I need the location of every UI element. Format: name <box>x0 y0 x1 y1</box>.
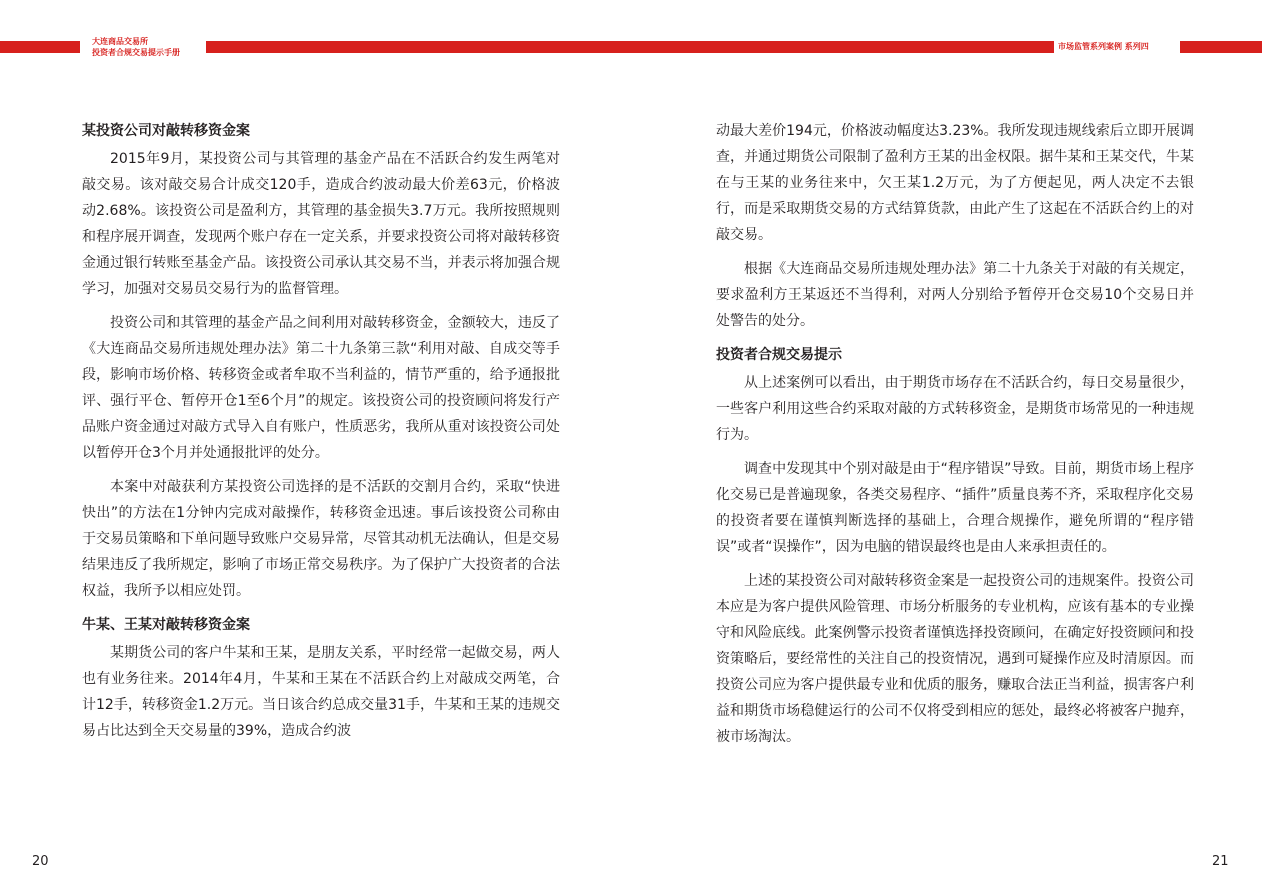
paragraph: 2015年9月，某投资公司与其管理的基金产品在不活跃合约发生两笔对敲交易。该对敲交易合计成交120手，造成合约波动最大价差63元，价格波动2.68%。该投资公司是盈利方，其管理的基金损失3.7万元。我所按照规则和程序展开调查，发现两个账户存在一定关系，并要求投资公司将对敲转移资金通过银行转账至基金产品。该投资公司承认其交易不当，并表示将加强合规学习，加强对交易员交易行为的监督管理。 <box>82 151 560 297</box>
paragraph: 上述的某投资公司对敲转移资金案是一起投资公司的违规案件。投资公司本应是为客户提供风险管理、市场分析服务的专业机构，应该有基本的专业操守和风险底线。此案例警示投资者谨慎选择投资顾问，在确定好投资顾问和投资策略后，要经常性的关注自己的投资情况，遇到可疑操作应及时清原因。而投资公司应为客户提供最专业和优质的服务，赚取合法正当利益，损害客户利益和期货市场稳健运行的公司不仅将受到相应的惩处，最终必将被客户抛弃，被市场淘汰。 <box>716 573 1194 745</box>
header-red-bar-right <box>1180 41 1262 53</box>
header-book-info <box>92 36 180 58</box>
header-red-bar-left <box>0 41 80 53</box>
section-heading: 牛某、王某对敲转移资金案 <box>82 617 250 633</box>
section-heading: 投资者合规交易提示 <box>716 347 842 363</box>
paragraph: 从上述案例可以看出，由于期货市场存在不活跃合约，每日交易量很少，一些客户利用这些合约采取对敲的方式转移资金，是期货市场常见的一种违规行为。 <box>716 375 1194 443</box>
section-heading: 某投资公司对敲转移资金案 <box>82 123 250 139</box>
paragraph: 本案中对敲获利方某投资公司选择的是不活跃的交割月合约，采取“快进快出”的方法在1分钟内完成对敲操作，转移资金迅速。事后该投资公司称由于交易员策略和下单问题导致账户交易异常，尽管其动机无法确认，但是交易结果违反了我所规定，影响了市场正常交易秩序。为了保护广大投资者的合法权益，我所予以相应处罚。 <box>82 479 560 599</box>
page-number-left: 20 <box>32 854 49 869</box>
header-series: 市场监管系列案例 系列四 <box>1058 42 1149 51</box>
paragraph: 某期货公司的客户牛某和王某，是朋友关系，平时经常一起做交易，两人也有业务往来。2014年4月，牛某和王某在不活跃合约上对敲成交两笔，合计12手，转移资金1.2万元。当日该合约总成交量31手，牛某和王某的违规交易占比达到全天交易量的39%，造成合约波 <box>82 645 560 739</box>
paragraph: 投资公司和其管理的基金产品之间利用对敲转移资金，金额较大，违反了《大连商品交易所违规处理办法》第二十九条第三款“利用对敲、自成交等手段，影响市场价格、转移资金或者牟取不当利益的，情节严重的，给予通报批评、强行平仓、暂停开仓1至6个月”的规定。该投资公司的投资顾问将发行产品账户资金通过对敲方式导入自有账户，性质恶劣，我所从重对该投资公司处以暂停开仓3个月并处通报批评的处分。 <box>82 315 560 461</box>
page-number-right: 21 <box>1212 854 1229 869</box>
header-org: 大连商品交易所 <box>92 37 148 46</box>
header-red-bar-middle <box>206 41 1054 53</box>
paragraph: 调查中发现其中个别对敲是由于“程序错误”导致。目前，期货市场上程序化交易已是普遍现象，各类交易程序、“插件”质量良莠不齐，采取程序化交易的投资者要在谨慎判断选择的基础上，合理合规操作，避免所谓的“程序错误”或者“误操作”，因为电脑的错误最终也是由人来承担责任的。 <box>716 461 1194 555</box>
left-page-content <box>82 118 560 752</box>
right-page-content <box>716 118 1194 758</box>
header-book-title: 投资者合规交易提示手册 <box>92 48 180 57</box>
paragraph: 根据《大连商品交易所违规处理办法》第二十九条关于对敲的有关规定，要求盈利方王某返还不当得利，对两人分别给予暂停开仓交易10个交易日并处警告的处分。 <box>716 261 1194 329</box>
paragraph-continued: 动最大差价194元，价格波动幅度达3.23%。我所发现违规线索后立即开展调查，并通过期货公司限制了盈利方王某的出金权限。据牛某和王某交代，牛某在与王某的业务往来中，欠王某1.2万元，为了方便起见，两人决定不去银行，而是采取期货交易的方式结算货款，由此产生了这起在不活跃合约上的对敲交易。 <box>716 123 1194 243</box>
